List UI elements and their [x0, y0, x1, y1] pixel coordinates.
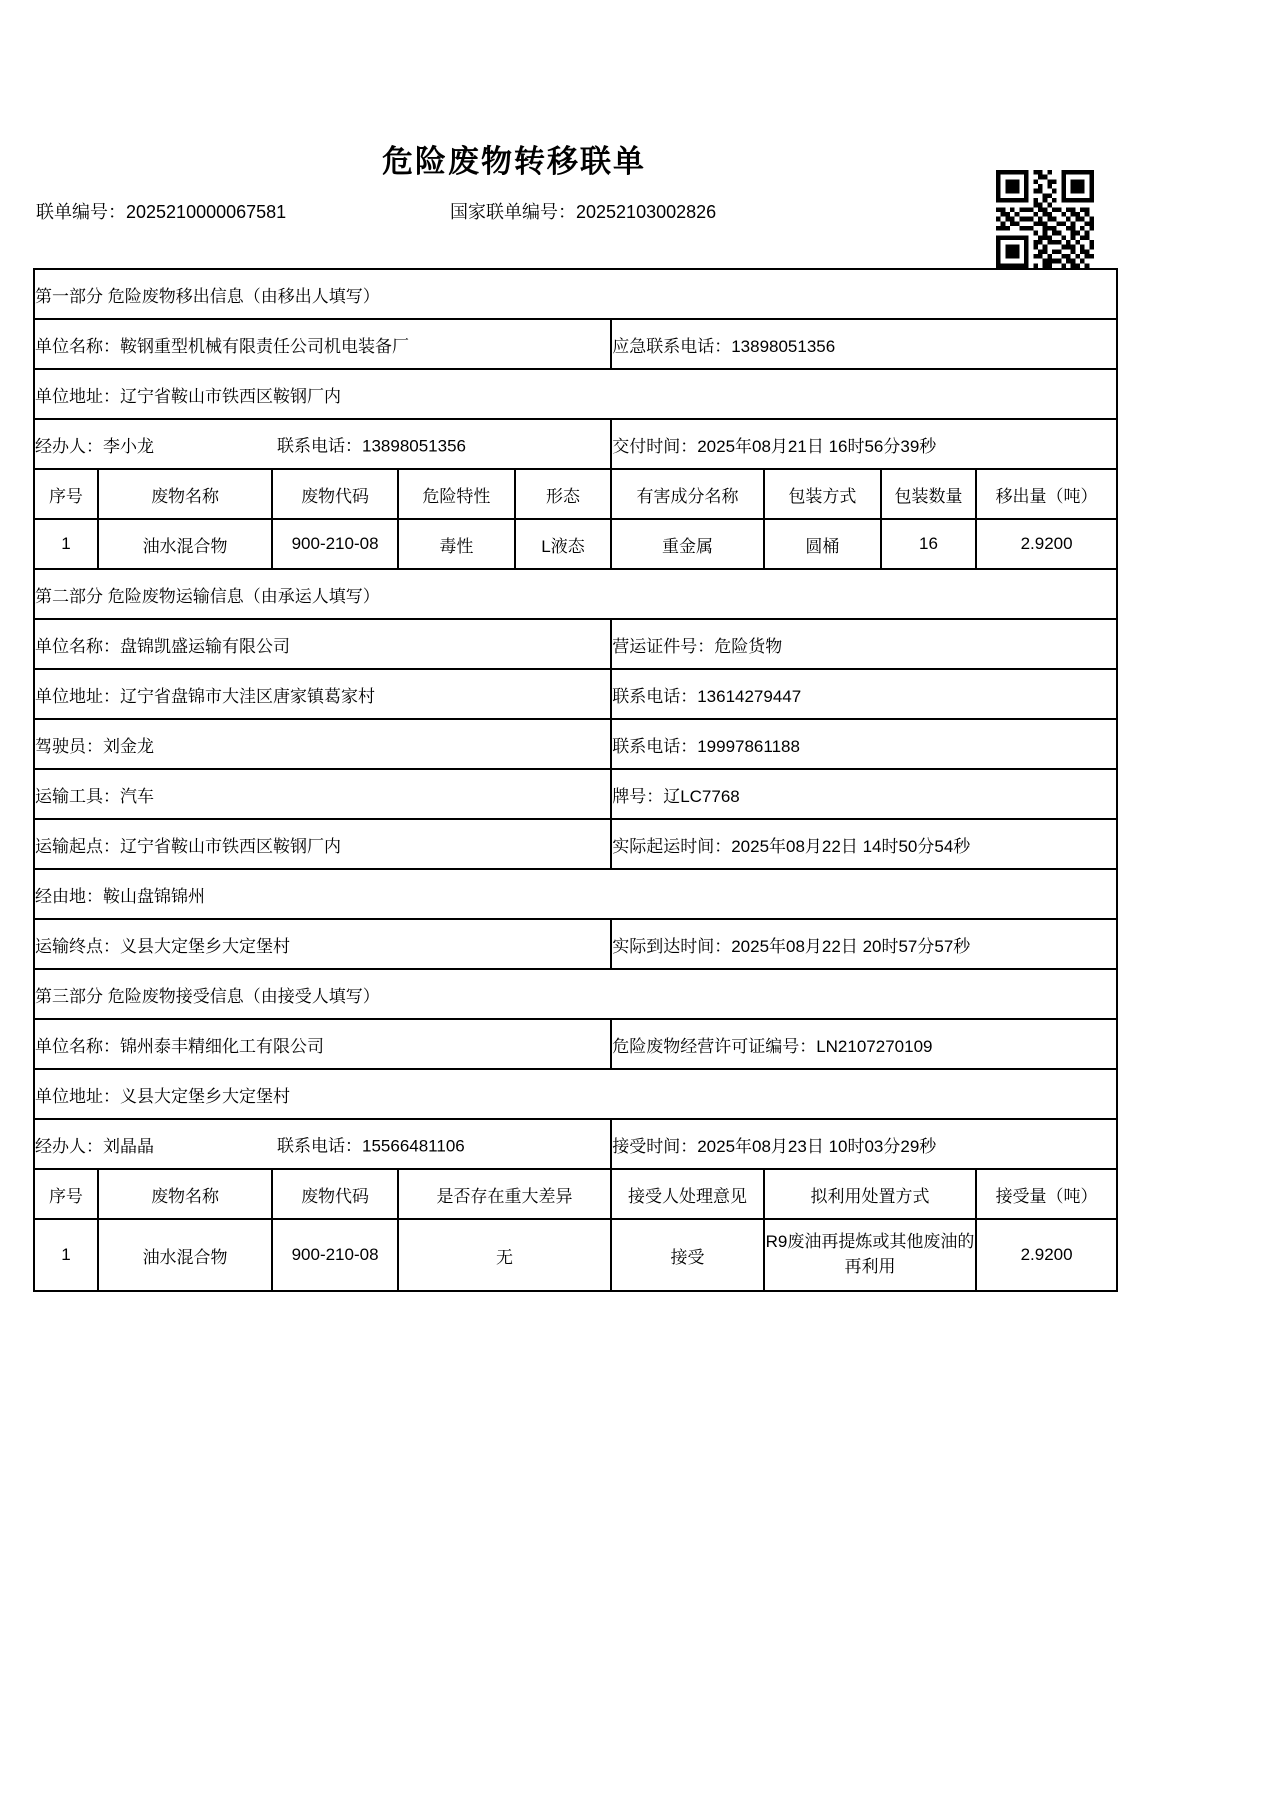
- part2-via-label: 经由地：: [35, 886, 103, 906]
- part3-unit-name-label: 单位名称：: [35, 1036, 120, 1056]
- part1-emergency-phone-value: 13898051356: [731, 336, 836, 356]
- part2-plate-cell: [611, 769, 1117, 819]
- part1-emergency-phone-label: 应急联系电话：: [612, 336, 732, 356]
- part1-handler-phone: [277, 432, 466, 457]
- page-title: 危险废物转移联单: [382, 144, 646, 179]
- part1-handler-label: 经办人：: [35, 436, 103, 456]
- waste-harmful-component: 重金属: [611, 519, 764, 569]
- national-manifest-no-value: 20252103002826: [576, 202, 717, 222]
- waste-package-count: 16: [881, 519, 976, 569]
- part1-section-title: 第一部分 危险废物移出信息（由移出人填写）: [34, 269, 1117, 319]
- part1-unit-name-row: [34, 319, 1117, 369]
- part3-unit-name-row: [34, 1019, 1117, 1069]
- waste-package-type: 圆桶: [764, 519, 881, 569]
- part2-via-row: [34, 869, 1117, 919]
- part2-driver-row: [34, 719, 1117, 769]
- part2-unit-address-value: 辽宁省盘锦市大洼区唐家镇葛家村: [120, 686, 375, 706]
- col-header-package-type: 包装方式: [764, 469, 881, 519]
- waste-form: L液态: [515, 519, 611, 569]
- manifest-no-label: 联单编号：: [36, 202, 126, 222]
- manifest-no-value: 2025210000067581: [126, 202, 287, 222]
- col-header-major-difference: 是否存在重大差异: [398, 1169, 611, 1219]
- col-header-seq-2: 序号: [34, 1169, 98, 1219]
- part3-unit-name-cell: [34, 1019, 611, 1069]
- part3-handler-value: 刘晶晶: [103, 1136, 154, 1156]
- part3-section-header-row: [34, 969, 1117, 1019]
- part2-driver-phone-label: 联系电话：: [612, 736, 698, 756]
- part1-unit-address-value: 辽宁省鞍山市铁西区鞍钢厂内: [120, 386, 341, 406]
- part2-arrive-time-label: 实际到达时间：: [612, 936, 732, 956]
- part2-arrive-time-cell: [611, 919, 1117, 969]
- part2-unit-address-row: [34, 669, 1117, 719]
- waste-name: 油水混合物: [98, 519, 272, 569]
- part2-unit-address-cell: [34, 669, 611, 719]
- manifest-form-table: [33, 268, 1118, 1292]
- part1-unit-address-cell: [34, 369, 1117, 419]
- national-manifest-no: [450, 198, 716, 224]
- part3-accept-time-label: 接受时间：: [612, 1136, 698, 1156]
- part2-depart-time-label: 实际起运时间：: [612, 836, 732, 856]
- part1-delivery-time-label: 交付时间：: [612, 436, 698, 456]
- col-header-harmful-component: 有害成分名称: [611, 469, 764, 519]
- part2-address-phone-label: 联系电话：: [612, 686, 698, 706]
- part3-permit-no-cell: [611, 1019, 1117, 1069]
- part2-destination-cell: [34, 919, 611, 969]
- part3-permit-no-value: LN2107270109: [816, 1036, 933, 1056]
- col-header-out-amount: 移出量（吨）: [976, 469, 1117, 519]
- part3-permit-no-label: 危险废物经营许可证编号：: [612, 1036, 817, 1056]
- part3-handler-cell: [34, 1119, 611, 1169]
- part1-unit-address-label: 单位地址：: [35, 386, 120, 406]
- part2-license-cell: [611, 619, 1117, 669]
- waste-out-amount: 2.9200: [976, 519, 1117, 569]
- col-header-waste-name: 废物名称: [98, 469, 272, 519]
- col-header-waste-code-2: 废物代码: [272, 1169, 398, 1219]
- part2-destination-label: 运输终点：: [35, 936, 120, 956]
- part1-delivery-time-cell: [611, 419, 1117, 469]
- part1-section-header-row: [34, 269, 1117, 319]
- part2-destination-value: 义县大定堡乡大定堡村: [120, 936, 290, 956]
- part2-driver-label: 驾驶员：: [35, 736, 103, 756]
- col-header-waste-code: 废物代码: [272, 469, 398, 519]
- part2-address-phone-cell: [611, 669, 1117, 719]
- part2-license-value: 危险货物: [714, 636, 783, 656]
- part1-delivery-time-value: 2025年08月21日 16时56分39秒: [697, 436, 937, 456]
- waste-seq: 1: [34, 519, 98, 569]
- col-header-form: 形态: [515, 469, 611, 519]
- part3-unit-address-row: [34, 1069, 1117, 1119]
- part1-handler-phone-value: 13898051356: [362, 436, 467, 456]
- part2-driver-phone-cell: [611, 719, 1117, 769]
- part1-waste-table-header-row: [34, 469, 1117, 519]
- part2-destination-row: [34, 919, 1117, 969]
- part3-handler-row: [34, 1119, 1117, 1169]
- part3-unit-address-value: 义县大定堡乡大定堡村: [120, 1086, 290, 1106]
- col-header-hazard: 危险特性: [398, 469, 515, 519]
- part2-driver-value: 刘金龙: [103, 736, 154, 756]
- waste-code: 900-210-08: [272, 519, 398, 569]
- part2-origin-value: 辽宁省鞍山市铁西区鞍钢厂内: [120, 836, 341, 856]
- part3-unit-name-value: 锦州泰丰精细化工有限公司: [120, 1036, 324, 1056]
- accept-seq: 1: [34, 1219, 98, 1291]
- part1-handler-row: [34, 419, 1117, 469]
- qr-code-icon: [995, 170, 1095, 268]
- part2-address-phone-value: 13614279447: [697, 686, 802, 706]
- part2-origin-label: 运输起点：: [35, 836, 120, 856]
- part1-handler-cell: [34, 419, 611, 469]
- part2-origin-row: [34, 819, 1117, 869]
- part2-unit-name-label: 单位名称：: [35, 636, 120, 656]
- part3-handler-label: 经办人：: [35, 1136, 103, 1156]
- col-header-seq: 序号: [34, 469, 98, 519]
- part2-via-cell: [34, 869, 1117, 919]
- part2-section-header-row: [34, 569, 1117, 619]
- part2-vehicle-row: [34, 769, 1117, 819]
- waste-hazard: 毒性: [398, 519, 515, 569]
- part1-emergency-phone-cell: [611, 319, 1117, 369]
- part2-origin-cell: [34, 819, 611, 869]
- col-header-accept-amount: 接受量（吨）: [976, 1169, 1117, 1219]
- part1-unit-name-cell: [34, 319, 611, 369]
- part1-waste-data-row: [34, 519, 1117, 569]
- part2-driver-cell: [34, 719, 611, 769]
- part3-handler-phone: [277, 1132, 465, 1157]
- part2-license-label: 营运证件号：: [612, 636, 715, 656]
- accept-waste-name: 油水混合物: [98, 1219, 272, 1291]
- accept-receiver-opinion: 接受: [611, 1219, 764, 1291]
- part2-plate-value: 辽LC7768: [663, 786, 740, 806]
- part1-unit-name-label: 单位名称：: [35, 336, 120, 356]
- manifest-no: [36, 198, 286, 224]
- part3-section-title: 第三部分 危险废物接受信息（由接受人填写）: [34, 969, 1117, 1019]
- part2-plate-label: 牌号：: [612, 786, 664, 806]
- part2-unit-address-label: 单位地址：: [35, 686, 120, 706]
- part3-handler-phone-label: 联系电话：: [277, 1136, 362, 1156]
- part2-vehicle-cell: [34, 769, 611, 819]
- part1-unit-address-row: [34, 369, 1117, 419]
- national-manifest-no-label: 国家联单编号：: [450, 202, 576, 222]
- part3-accept-data-row: [34, 1219, 1117, 1291]
- manifest-meta-row: [36, 198, 1116, 222]
- part2-depart-time-value: 2025年08月22日 14时50分54秒: [731, 836, 971, 856]
- part2-arrive-time-value: 2025年08月22日 20时57分57秒: [731, 936, 971, 956]
- part2-driver-phone-value: 19997861188: [697, 736, 800, 756]
- accept-major-difference: 无: [398, 1219, 611, 1291]
- part3-unit-address-cell: [34, 1069, 1117, 1119]
- part2-vehicle-value: 汽车: [120, 786, 154, 806]
- part1-handler-phone-label: 联系电话：: [277, 436, 362, 456]
- part2-unit-name-cell: [34, 619, 611, 669]
- part1-unit-name-value: 鞍钢重型机械有限责任公司机电装备厂: [120, 336, 409, 356]
- accept-waste-code: 900-210-08: [272, 1219, 398, 1291]
- part3-accept-time-cell: [611, 1119, 1117, 1169]
- part2-vehicle-label: 运输工具：: [35, 786, 120, 806]
- col-header-package-count: 包装数量: [881, 469, 976, 519]
- accept-disposal-method: R9废油再提炼或其他废油的再利用: [764, 1219, 976, 1291]
- col-header-receiver-opinion: 接受人处理意见: [611, 1169, 764, 1219]
- part3-accept-table-header-row: [34, 1169, 1117, 1219]
- part3-handler-phone-value: 15566481106: [362, 1136, 465, 1156]
- part2-section-title: 第二部分 危险废物运输信息（由承运人填写）: [34, 569, 1117, 619]
- part2-unit-name-value: 盘锦凯盛运输有限公司: [120, 636, 290, 656]
- col-header-waste-name-2: 废物名称: [98, 1169, 272, 1219]
- part2-via-value: 鞍山盘锦锦州: [103, 886, 205, 906]
- part2-unit-name-row: [34, 619, 1117, 669]
- part2-depart-time-cell: [611, 819, 1117, 869]
- part3-accept-time-value: 2025年08月23日 10时03分29秒: [697, 1136, 937, 1156]
- col-header-disposal-method: 拟利用处置方式: [764, 1169, 976, 1219]
- accept-amount: 2.9200: [976, 1219, 1117, 1291]
- part1-handler-value: 李小龙: [103, 436, 154, 456]
- part3-unit-address-label: 单位地址：: [35, 1086, 120, 1106]
